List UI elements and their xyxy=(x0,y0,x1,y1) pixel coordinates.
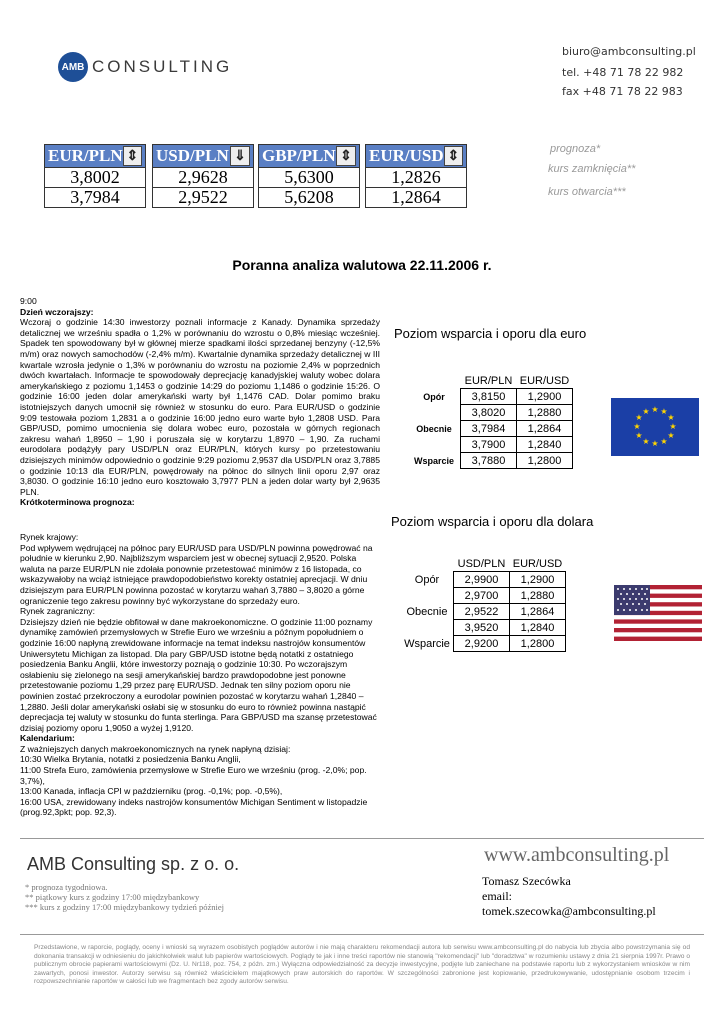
dollar-levels-table xyxy=(401,556,566,652)
table-cell: 3,8020 xyxy=(461,405,517,421)
row-label: Obecnie xyxy=(406,605,448,618)
table-cell: 1,2800 xyxy=(510,636,566,652)
table-cell: 3,9520 xyxy=(454,620,510,636)
euro-levels-table xyxy=(408,373,573,469)
row-label: Wsparcie xyxy=(404,637,450,650)
table-row xyxy=(401,588,566,604)
rate-open-value: 2,9522 xyxy=(152,188,254,208)
rate-close-value: 2,9628 xyxy=(152,168,254,188)
rate-box-header xyxy=(258,144,360,168)
svg-text:★: ★ xyxy=(633,422,641,431)
table-cell: 2,9200 xyxy=(454,636,510,652)
calendar-heading: Kalendarium: xyxy=(20,733,75,744)
calendar-item: 16:00 USA, zrewidowany indeks nastrojów konsumentów Michigan Sentiment w listopadzie (prog.92,3pkt; pop. 92,3). xyxy=(20,796,368,818)
rate-box-eurusd xyxy=(365,144,467,208)
table-cell: 3,7984 xyxy=(461,421,517,437)
email-label: email: xyxy=(482,889,512,903)
footer-company-name: AMB Consulting sp. z o. o. xyxy=(27,854,240,874)
table-cell: 1,2864 xyxy=(510,604,566,620)
footer-website: www.ambconsulting.pl xyxy=(484,844,670,866)
svg-text:★: ★ xyxy=(660,407,668,416)
logo-text: CONSULTING xyxy=(92,57,233,76)
updown-arrow-icon: ⇕ xyxy=(336,146,356,166)
footer-divider xyxy=(20,838,704,839)
table-row xyxy=(408,437,573,453)
table-header-row xyxy=(408,373,573,389)
table-header-row xyxy=(401,556,566,572)
svg-text:★: ★ xyxy=(660,437,668,446)
rate-pair-label: EUR/USD xyxy=(369,146,444,165)
row-label: Wsparcie xyxy=(413,455,455,466)
table-cell: 1,2864 xyxy=(517,421,573,437)
legal-disclaimer: Przedstawione, w raporcie, poglądy, oceny i wnioski są wyrazem osobistych poglądów autorów i nie mają charakteru rekomendacji autora lub serwisu www.ambconsulting.pl do nabycia lub zbycia albo powstrzymania się od dokonania transakcji w odniesieniu do jakichkolwiek walut lub papierów wartościowych. Poglądy te jak i inne treści raportów nie stanowią "rekomendacji" lub "doradztwa" w rozumieniu ustawy z dnia 21 sierpnia 1997r. Prawo o publicznym obrocie papierami wartościowymi (Dz. U. Nr118, poz. 754, z późn. zm.) Wyłączna odpowiedzialność za decyzje inwestycyjne, podjęte lub zaniechane na podstawie raportu lub z wykorzystaniem wniosków w nim zawartych, ponosi inwestor. Autorzy serwisu są również właścicielem majątkowych praw autorskich do raportów. W szczególności zabronione jest kopiowanie, przedrukowywanie, udostępnianie osobom trzecim i rozpowszechnianie raportów w całości lub we fragmentach bez zgody autorów serwisu. xyxy=(34,944,690,986)
table-cell: 3,7900 xyxy=(461,437,517,453)
table-cell: 1,2900 xyxy=(517,389,573,405)
updown-arrow-icon: ⇕ xyxy=(444,146,463,166)
legend-close: kurs zamknięcia** xyxy=(548,163,636,175)
row-label xyxy=(408,405,461,421)
footer-note: *** kurs z godziny 17:00 międzybankowy tydzień później xyxy=(25,902,224,912)
row-label xyxy=(408,437,461,453)
calendar-item: 11:00 Strefa Euro, zamówienia przemysłowe w Strefie Euro we wrześniu (prog. -2,0%; pop. 3,7%), xyxy=(20,765,367,786)
logo-mark: AMB xyxy=(58,52,88,82)
calendar-item: 13:00 Kanada, inflacja CPI w październiku (prog. -0,1%; pop. -0,5%), xyxy=(20,786,283,797)
down-arrow-icon: ⇓ xyxy=(230,146,250,166)
table-cell: 2,9900 xyxy=(454,572,510,588)
footer-contact-person xyxy=(482,874,656,919)
row-label xyxy=(401,620,454,636)
rate-open-value: 1,2864 xyxy=(365,188,467,208)
rate-pair-label: EUR/PLN xyxy=(48,146,123,165)
svg-text:★: ★ xyxy=(642,407,650,416)
table-row xyxy=(401,620,566,636)
rate-pair-label: USD/PLN xyxy=(156,146,229,165)
calendar-intro: Z ważniejszych danych makroekonomicznych na rynek napłyną dzisiaj: xyxy=(20,743,291,754)
rate-close-value: 1,2826 xyxy=(365,168,467,188)
table-cell: 1,2900 xyxy=(510,572,566,588)
dollar-levels-title: Poziom wsparcia i oporu dla dolara xyxy=(391,514,594,529)
table-row xyxy=(401,604,566,620)
table-row xyxy=(408,405,573,421)
row-label: Obecnie xyxy=(416,423,452,434)
contact-fax: fax +48 71 78 22 983 xyxy=(562,85,683,98)
rate-open-value: 5,6208 xyxy=(258,188,360,208)
domestic-market-text: Pod wpływem wędrującej na północ pary EUR/USD para USD/PLN powinna powędrować na południe w kierunku 2,90. Najbliższym wsparciem jest w obecnej sytuacji 2,9520. Polska waluta na parze EUR/PLN nie zdołała ponownie przetestować minimów z 16 listopada, co wskazywałoby na wciąż istniejące prawdopodobieństwo korekty ostatniej aprecjacji. W dniu dzisiejszym para EUR/PLN powinna pozostać w korytarzu wahań 3,7880 – 3,8020 a górne ograniczenie tego zakresu powinny być wykorzystane do sprzedaży euro. xyxy=(20,542,373,606)
row-label: Opór xyxy=(414,573,440,586)
table-row xyxy=(401,572,566,588)
svg-text:★: ★ xyxy=(667,413,675,422)
column-header: USD/PLN xyxy=(457,557,506,570)
table-cell: 1,2880 xyxy=(510,588,566,604)
rate-close-value: 5,6300 xyxy=(258,168,360,188)
table-cell: 2,9700 xyxy=(454,588,510,604)
footer-notes xyxy=(25,882,224,912)
domestic-market-label: Rynek krajowy: xyxy=(20,532,79,542)
report-title: Poranna analiza walutowa 22.11.2006 r. xyxy=(232,257,492,273)
legend-open: kurs otwarcia*** xyxy=(548,186,626,198)
table-cell: 3,7880 xyxy=(461,453,517,469)
svg-text:★: ★ xyxy=(635,431,643,440)
analysis-text-top xyxy=(20,296,380,508)
table-row xyxy=(408,421,573,437)
section-heading-yesterday: Dzień wczorajszy: xyxy=(20,306,94,317)
table-row xyxy=(408,453,573,469)
table-cell: 1,2880 xyxy=(517,405,573,421)
rate-box-header xyxy=(365,144,467,168)
table-row xyxy=(401,636,566,652)
table-cell: 1,2800 xyxy=(517,453,573,469)
svg-text:★: ★ xyxy=(642,437,650,446)
rate-box-header xyxy=(44,144,146,168)
table-cell: 1,2840 xyxy=(510,620,566,636)
footer-note: * prognoza tygodniowa. xyxy=(25,882,108,892)
column-header: EUR/USD xyxy=(519,374,570,387)
contact-email: biuro@ambconsulting.pl xyxy=(562,45,696,58)
rate-close-value: 3,8002 xyxy=(44,168,146,188)
section-text-yesterday: Wczoraj o godzinie 14:30 inwestorzy poznali informacje z Kanady. Dynamika sprzedaży detalicznej we wrześniu spadła o 1,2% w porównaniu do wzrostu o 0,8% miesiąc wcześniej. Spadek ten spowodowany był w głównej mierze spadkami ilości sprzedanej benzyny (-12,5% m/m) oraz nowych samochodów (-2,4% m/m). Kwartalnie dynamika sprzedaży detalicznej w III kwartale wzrosła jedynie o 1,3% w porównaniu do wzrostu na poziomie 2,4% w poprzednich dwóch kwartałach. Informacje te spowodowały deprecjację kanadyjskiej waluty wobec dolara amerykańskiego z poziomu 1,1453 o godzinie 14:29 do poziomu 1,1486 o godzinie 15:26. O godzinie 16:00 jeden dolar amerykański warty był 1,1476 CAD. Dolar pomimo braku istotniejszych danych umocnił się również w stosunku do euro. Para EUR/USD o godzinie 9:09 testowała poziom 1,2831 a o godzinie 16:00 jedno euro warte było 1,2808 USD. Para GBP/USD, pomimo umocnienia się dolara wobec euro, pozostała w górnych regionach zakresu wahań 1,8950 – 1,90 i poruszała się w korytarzu 1,8970 – 1,90. Za ruchami eurodolara podążyły pary USD/PLN oraz EUR/PLN, których kursy po przetestowaniu dzisiejszych minimów odpowiednio o godzinie 9:29 poziomu 2,9537 dla USD/PLN oraz 3,7885 o godzinie 10:13 dla EUR/PLN, powędrowały na północ do silnych linii oporu 2,97 oraz 3,8030. O godzinie 16:10 jedno euro kosztowało 3,7977 PLN a jeden dolar warty był 2,9635 PLN. xyxy=(20,317,380,497)
calendar-item: 10:30 Wielka Brytania, notatki z posiedzenia Banku Anglii, xyxy=(20,754,241,765)
footer-note: ** piątkowy kurs z godziny 17:00 międzybankowy xyxy=(25,892,200,902)
svg-text:★: ★ xyxy=(651,405,659,414)
rate-box-usdpln xyxy=(152,144,254,208)
rate-box-eurpln xyxy=(44,144,146,208)
svg-text:★: ★ xyxy=(667,431,675,440)
svg-text:★: ★ xyxy=(669,422,677,431)
svg-text:★: ★ xyxy=(651,439,659,448)
person-email: tomek.szecowka@ambconsulting.pl xyxy=(482,904,656,918)
row-label: Opór xyxy=(423,391,445,402)
foreign-market-text: Dzisiejszy dzień nie będzie obfitował w dane makroekonomiczne. O godzinie 11:00 poznamy dynamikę zamówień przemysłowych w Strefie Euro we wrześniu a późnym popołudniem o godzinie 16:00 napłyną zrewidowane informacje na temat indeksu nastrojów konsumentów Uniwersytetu Michigan za listopad. Dla pary GBP/USD istotne będą notatki z ostatniego posiedzenia Banku Anglii, które inwestorzy poznają o godzinie 10:30. Po wczorajszym osłabieniu się zielonego na sesji amerykańskiej bardzo prawdopodobne jest ponowne przetestowanie poziomu 1,29 przez parę EUR/USD. Jednak ten silny poziom oporu nie powinien zostać przekroczony a eurodolar powinien pozostać w korytarzu wahań 1,2840 – 1,2880. Jeśli dolar amerykański osłabi się w stosunku do euro to również powinna nastąpić deprecjacja tej waluty w stosunku do funta sterlinga. Para GBP/USD ma szansę przetestować dzisiaj poziomy oporu 1,9050 a wyżej 1,9120. xyxy=(20,616,377,733)
person-name: Tomasz Szecówka xyxy=(482,874,571,888)
section-heading-forecast: Krótkoterminowa prognoza: xyxy=(20,497,135,508)
foreign-market-label: Rynek zagraniczny: xyxy=(20,606,95,617)
table-cell: 2,9522 xyxy=(454,604,510,620)
svg-text:★: ★ xyxy=(635,413,643,422)
rate-pair-label: GBP/PLN xyxy=(262,146,336,165)
rate-box-header xyxy=(152,144,254,168)
contact-tel: tel. +48 71 78 22 982 xyxy=(562,66,684,79)
eu-flag-icon xyxy=(611,398,699,456)
column-header: EUR/PLN xyxy=(464,374,513,387)
analysis-text-bottom xyxy=(20,532,380,818)
euro-levels-title: Poziom wsparcia i oporu dla euro xyxy=(394,326,587,341)
disclaimer-divider xyxy=(20,934,704,935)
table-cell: 3,8150 xyxy=(461,389,517,405)
us-flag-icon xyxy=(614,585,702,641)
column-header: EUR/USD xyxy=(512,557,563,570)
row-label xyxy=(401,588,454,604)
report-time: 9:00 xyxy=(20,296,37,306)
updown-arrow-icon: ⇕ xyxy=(123,146,142,166)
company-logo xyxy=(58,50,232,84)
legend-forecast: prognoza* xyxy=(550,143,601,155)
table-row xyxy=(408,389,573,405)
rate-box-gbppln xyxy=(258,144,360,208)
table-cell: 1,2840 xyxy=(517,437,573,453)
rate-open-value: 3,7984 xyxy=(44,188,146,208)
